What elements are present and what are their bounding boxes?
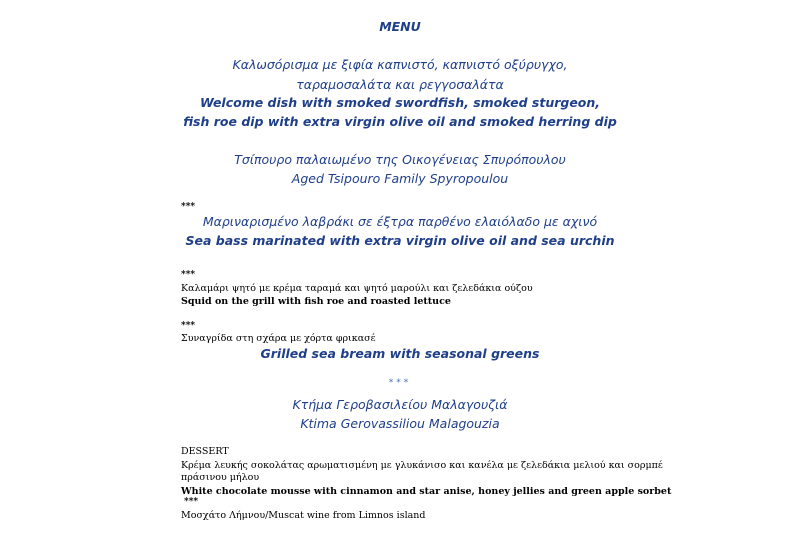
squid-separator: *** xyxy=(181,270,196,280)
sea-bass-english: Sea bass marinated with extra virgin olive oil and sea urchin xyxy=(185,233,615,248)
welcome-greek-line-2: ταραμοσαλάτα και ρεγγοσαλάτα xyxy=(296,77,504,92)
muscat-wine: Μοσχάτο Λήμνου/Muscat wine from Limnos island xyxy=(181,510,426,521)
menu-title: MENU xyxy=(379,19,421,34)
tsipouro-english: Aged Tsipouro Family Spyropoulou xyxy=(291,171,509,186)
wine-english: Ktima Gerovassiliou Malagouzia xyxy=(300,416,500,431)
sea-bass-greek: Μαριναρισμένο λαβράκι σε έξτρα παρθένο ελαιόλαδο με αχινό xyxy=(202,214,598,229)
dessert-separator: *** xyxy=(184,497,199,507)
sea-bream-greek: Συναγρίδα στη σχάρα με χόρτα φρικασέ xyxy=(181,333,376,344)
dessert-heading: DESSERT xyxy=(181,446,229,457)
welcome-english-line-2: fish roe dip with extra virgin olive oil and smoked herring dip xyxy=(183,114,617,129)
dessert-english: White chocolate mousse with cinnamon and star anise, honey jellies and green apple sorbet xyxy=(181,486,672,497)
sea-bream-english: Grilled sea bream with seasonal greens xyxy=(260,346,540,361)
squid-english: Squid on the grill with fish roe and roasted lettuce xyxy=(181,296,451,307)
dessert-greek-line-1: Κρέμα λευκής σοκολάτας αρωματισμένη με γλυκάνισο και κανέλα με ζελεδάκια μελιού και σορμπέ xyxy=(181,460,663,471)
welcome-english-line-1: Welcome dish with smoked swordfish, smoked sturgeon, xyxy=(199,95,601,110)
sea-bream-separator: *** xyxy=(181,321,196,331)
wine-separator: *** xyxy=(388,378,412,388)
dessert-greek-line-2: πράσινου μήλου xyxy=(181,472,260,483)
squid-greek: Καλαμάρι ψητό με κρέμα ταραμά και ψητό μαρούλι και ζελεδάκια ούζου xyxy=(181,283,533,294)
welcome-greek-line-1: Καλωσόρισμα με ξιφία καπνιστό, καπνιστό οξύρυγχο, xyxy=(232,57,568,72)
tsipouro-greek: Τσίπουρο παλαιωμένο της Οικογένειας Σπυρόπουλου xyxy=(234,152,566,167)
sea-bass-separator: *** xyxy=(181,202,196,212)
wine-greek: Κτήμα Γεροβασιλείου Μαλαγουζιά xyxy=(292,397,508,412)
